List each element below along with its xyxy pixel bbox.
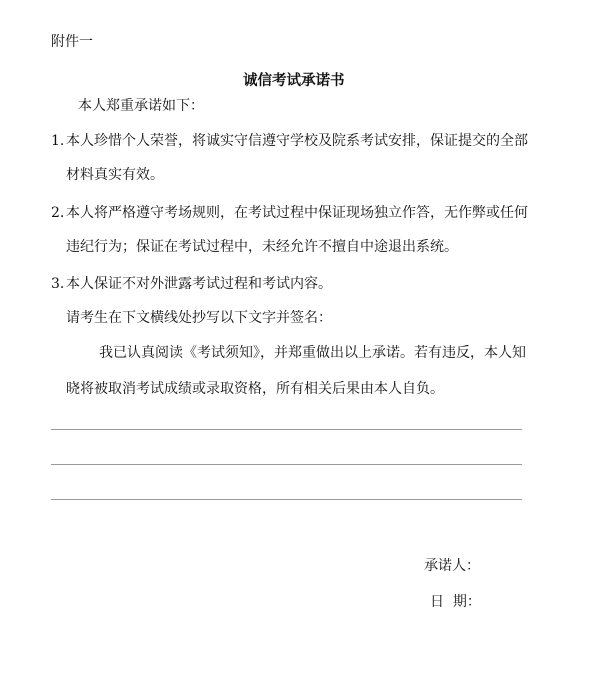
intro-text: 本人郑重承诺如下： [78,98,204,114]
item-1-line1: 本人珍惜个人荣誉，将诚实守信遵守学校及院系考试安排，保证提交的全部 [66,133,528,149]
copy-text-line2: 晓将被取消考试成绩或录取资格，所有相关后果由本人自负。 [66,381,444,397]
item-3-number: 3. [51,276,65,292]
copy-text-line1: 我已认真阅读《考试须知》，并郑重做出以上承诺。若有违反，本人知 [99,345,526,361]
document-title: 诚信考试承诺书 [243,72,345,89]
copy-line-3[interactable] [51,499,522,500]
copy-line-2[interactable] [51,464,522,465]
item-3-line1: 本人保证不对外泄露考试过程和考试内容。 [66,276,332,292]
item-2-number: 2. [51,205,65,221]
instruction-text: 请考生在下文横线处抄写以下文字并签名： [66,310,332,326]
signature-label: 承诺人： [424,558,480,574]
item-2-line1: 本人将严格遵守考场规则，在考试过程中保证现场独立作答，无作弊或任何 [66,205,528,221]
item-1-line2: 材料真实有效。 [66,167,164,183]
item-1-number: 1. [51,133,65,149]
attachment-label: 附件一 [51,34,93,50]
item-2-line2: 违纪行为；保证在考试过程中，未经允许不擅自中途退出系统。 [66,239,458,255]
date-label: 日 期： [430,594,481,610]
copy-line-1[interactable] [51,429,522,430]
